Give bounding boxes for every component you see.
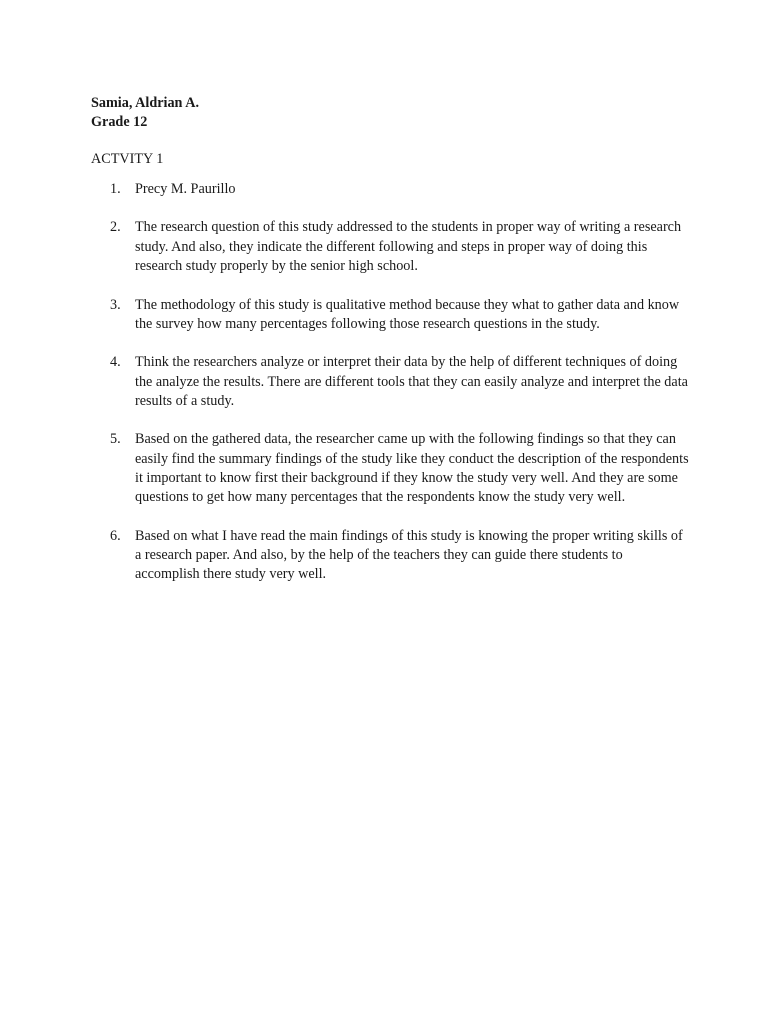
answer-number: 5.: [110, 431, 121, 448]
answer-text: Based on the gathered data, the researcher came up with the following findings so that they can easily find the summary findings of the study like they conduct the description of the respondents it important to know first their background if they know the study very well. And they are some questions to get how many percentages that the respondents know the study very well.: [135, 431, 689, 506]
answer-number: 1.: [110, 181, 121, 197]
activity-title: ACTVITY 1: [91, 151, 164, 167]
answer-list: [110, 180, 690, 604]
answer-item-3: [110, 296, 690, 335]
answer-text: The methodology of this study is qualitative method because they what to gather data and know the survey how many percentages following those research questions in the study.: [135, 296, 680, 332]
answer-number: 2.: [110, 219, 121, 236]
answer-text: Based on what I have read the main findings of this study is knowing the proper writing skills of a research paper. And also, by the help of the teachers they can guide there students to accomplish there study very well.: [135, 527, 683, 583]
answer-item-1: [110, 180, 690, 199]
answer-item-2: [110, 218, 690, 276]
student-header: [91, 94, 199, 132]
answer-number: 4.: [110, 354, 121, 371]
answer-text: The research question of this study addressed to the students in proper way of writing a research study. And also, they indicate the different following and steps in proper way of doing this research study properly by the senior high school.: [135, 219, 682, 275]
answer-text: Think the researchers analyze or interpret their data by the help of different techniques of doing the analyze the results. There are different tools that they can easily analyze and interpret the data results of a study.: [135, 354, 688, 409]
answer-item-6: [110, 527, 690, 585]
answer-number: 3.: [110, 296, 121, 313]
answer-item-5: [110, 430, 690, 507]
student-name: Samia, Aldrian A.: [91, 95, 200, 111]
answer-text: Precy M. Paurillo: [135, 181, 236, 197]
student-grade: Grade 12: [91, 114, 148, 130]
answer-item-4: [110, 353, 690, 411]
answer-number: 6.: [110, 527, 121, 544]
